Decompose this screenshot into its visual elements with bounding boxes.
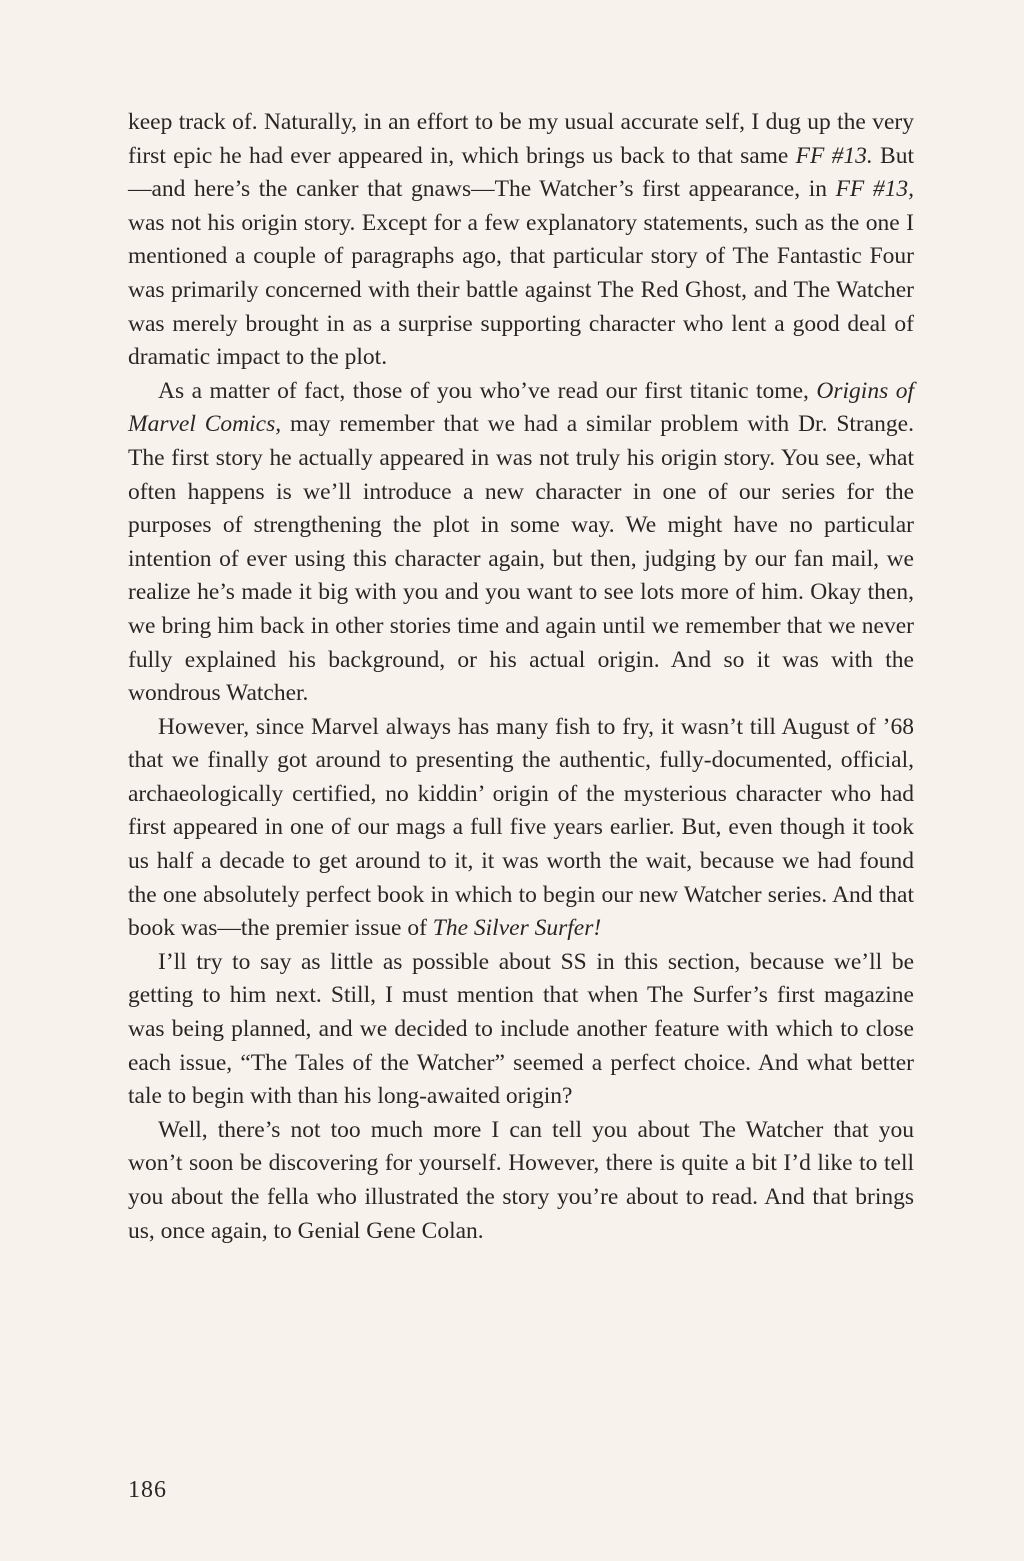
text-run: As a matter of fact, those of you who’ve read our first titanic tome, [158,377,817,404]
text-run: But—and here’s the canker that gnaws—The Watcher’s first appearance, in [128,142,914,203]
paragraph-4 [128,946,914,1114]
page-number: 186 [128,1477,167,1503]
text-run: was not his origin story. Except for a few explanatory statements, such as the one I mentioned a couple of paragraphs ago, that particular story of The Fantastic Four was primarily concerned with their battle against The Red Ghost, and The Watcher was merely brought in as a surprise supporting character who lent a good deal of dramatic impact to the plot. [128,209,914,371]
text-run: I’ll try to say as little as possible about SS in this section, because we’ll be getting to him next. Still, I must mention that when The Surfer’s first magazine was being planned, and we decided to include another feature with which to close each issue, “The Tales of the Watcher” seemed a perfect choice. And what better tale to begin with than his long-awaited origin? [128,948,914,1110]
paragraph-5 [128,1114,914,1248]
paragraph-1 [128,106,914,375]
text-run: may remember that we had a similar problem with Dr. Strange. The first story he actually appeared in was not truly his origin story. You see, what often happens is we’ll introduce a new character in one of our series for the purposes of strengthening the plot in some way. We might have no particular intention of ever using this character again, but then, judging by our fan mail, we realize he’s made it big with you and you want to see lots more of him. Okay then, we bring him back in other stories time and again until we remember that we never fully explained his background, or his actual origin. And so it was with the wondrous Watcher. [128,411,914,707]
italic-text: Origins of Marvel Comics, [128,377,914,438]
italic-text: FF #13. [795,142,873,169]
italic-text: The Silver Surfer! [432,915,602,942]
text-run: keep track of. Naturally, in an effort to be my usual accurate self, I dug up the very first epic he had ever appeared in, which brings us back to that same [128,109,914,169]
italic-text: FF #13, [835,176,915,203]
paragraph-2 [128,375,914,711]
paragraph-3 [128,711,914,946]
body-text [128,106,914,1248]
text-run: However, since Marvel always has many fish to fry, it wasn’t till August of ’68 that we finally got around to presenting the authentic, fully-documented, official, archaeologically certified, no kiddin’ origin of the mysterious character who had first appeared in one of our mags a full five years earlier. But, even though it took us half a decade to get around to it, it was worth the wait, because we had found the one absolutely perfect book in which to begin our new Watcher series. And that book was—the premier issue of [128,713,914,942]
text-run: Well, there’s not too much more I can tell you about The Watcher that you won’t soon be discovering for yourself. However, there is quite a bit I’d like to tell you about the fella who illustrated the story you’re about to read. And that brings us, once again, to Genial Gene Colan. [128,1116,914,1244]
